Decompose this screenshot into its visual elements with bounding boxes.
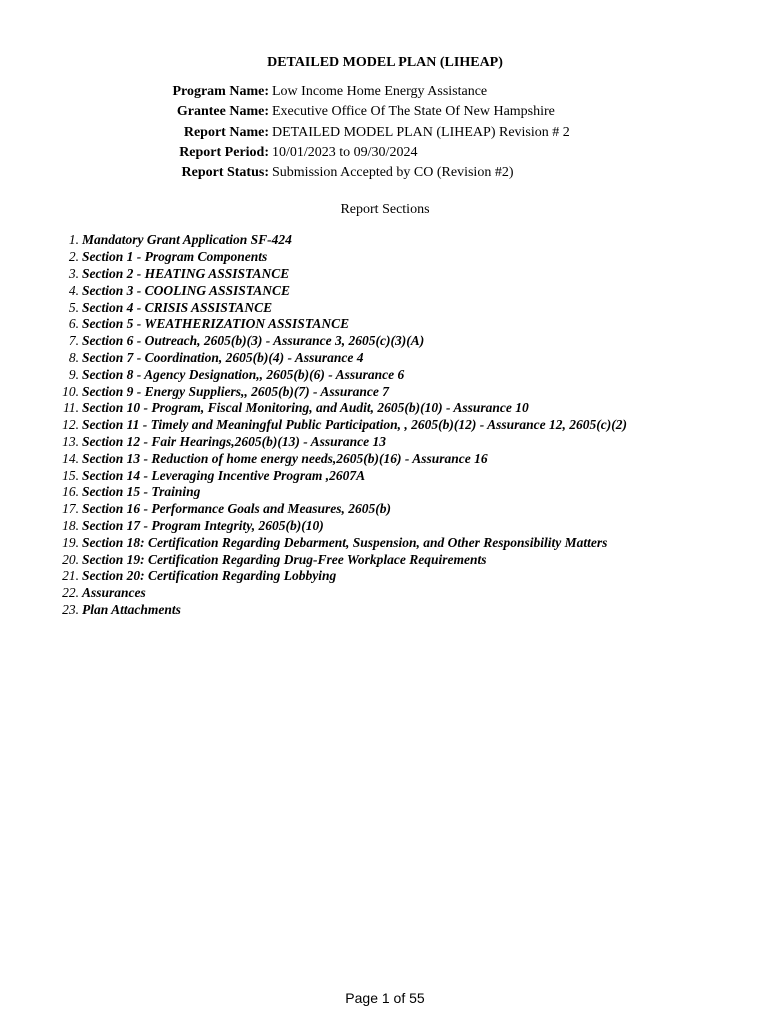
list-item (0, 299, 770, 316)
list-item (0, 602, 770, 619)
report-sections-list (0, 232, 770, 618)
meta-value: DETAILED MODEL PLAN (LIHEAP) Revision # 2 (272, 124, 570, 140)
sections-heading: Report Sections (340, 202, 430, 217)
list-item (0, 266, 770, 283)
section-link[interactable]: Section 18: Certification Regarding Debarment, Suspension, and Other Responsibility Matters (82, 534, 608, 550)
meta-label: Report Period: (179, 145, 269, 161)
section-link[interactable]: Section 19: Certification Regarding Drug-Free Workplace Requirements (82, 551, 487, 567)
section-number: 20. (62, 551, 79, 567)
section-number: 7. (68, 333, 79, 349)
list-item (0, 585, 770, 602)
meta-label: Program Name: (172, 84, 269, 100)
section-link[interactable]: Section 7 - Coordination, 2605(b)(4) - Assurance 4 (82, 349, 364, 365)
section-number: 13. (62, 433, 79, 449)
section-link[interactable]: Section 4 - CRISIS ASSISTANCE (82, 299, 273, 315)
meta-label: Grantee Name: (176, 104, 269, 120)
meta-row-report-name (0, 123, 770, 143)
section-link[interactable]: Section 5 - WEATHERIZATION ASSISTANCE (82, 316, 350, 332)
list-item (0, 534, 770, 551)
section-number: 18. (62, 517, 79, 533)
section-link[interactable]: Section 8 - Agency Designation,, 2605(b)(6) - Assurance 6 (82, 366, 405, 382)
report-meta (0, 82, 770, 183)
meta-value: 10/01/2023 to 09/30/2024 (272, 145, 418, 161)
section-number: 8. (68, 349, 79, 365)
meta-value: Executive Office Of The State Of New Hampshire (272, 104, 555, 120)
section-number: 17. (62, 501, 79, 517)
section-link[interactable]: Section 9 - Energy Suppliers,, 2605(b)(7) - Assurance 7 (82, 383, 390, 399)
list-item (0, 232, 770, 249)
section-link[interactable]: Section 15 - Training (82, 484, 201, 500)
list-item (0, 450, 770, 467)
list-item (0, 350, 770, 367)
list-item (0, 434, 770, 451)
list-item (0, 568, 770, 585)
section-number: 12. (62, 417, 79, 433)
meta-row-grantee-name (0, 102, 770, 122)
section-number: 2. (68, 249, 79, 265)
list-item (0, 467, 770, 484)
section-link[interactable]: Section 20: Certification Regarding Lobbying (82, 568, 337, 584)
list-item (0, 501, 770, 518)
section-link[interactable]: Section 3 - COOLING ASSISTANCE (82, 282, 291, 298)
section-number: 23. (62, 601, 79, 617)
meta-row-report-period (0, 143, 770, 163)
list-item (0, 417, 770, 434)
meta-value: Submission Accepted by CO (Revision #2) (272, 165, 514, 181)
list-item (0, 333, 770, 350)
section-number: 1. (68, 232, 79, 248)
list-item (0, 366, 770, 383)
meta-row-program-name (0, 82, 770, 102)
section-link[interactable]: Assurances (82, 585, 146, 601)
section-number: 3. (68, 265, 79, 281)
list-item (0, 551, 770, 568)
page-title: DETAILED MODEL PLAN (LIHEAP) (267, 55, 503, 70)
section-number: 19. (62, 534, 79, 550)
section-link[interactable]: Section 12 - Fair Hearings,2605(b)(13) - Assurance 13 (82, 433, 387, 449)
meta-value: Low Income Home Energy Assistance (272, 84, 488, 100)
section-number: 14. (62, 450, 79, 466)
section-link[interactable]: Section 11 - Timely and Meaningful Public Participation, , 2605(b)(12) - Assurance 12, 2605(c)(2) (82, 417, 627, 433)
section-number: 5. (68, 299, 79, 315)
section-number: 6. (68, 316, 79, 332)
list-item (0, 249, 770, 266)
meta-label: Report Status: (181, 165, 269, 181)
list-item (0, 518, 770, 535)
section-link[interactable]: Section 2 - HEATING ASSISTANCE (82, 265, 290, 281)
list-item (0, 484, 770, 501)
section-number: 11. (63, 400, 79, 416)
list-item (0, 282, 770, 299)
section-number: 10. (62, 383, 79, 399)
page-number-footer: Page 1 of 55 (345, 990, 425, 1006)
section-link[interactable]: Section 17 - Program Integrity, 2605(b)(10) (82, 517, 324, 533)
section-link[interactable]: Section 14 - Leveraging Incentive Program ,2607A (82, 467, 366, 483)
section-number: 9. (68, 366, 79, 382)
section-link[interactable]: Section 16 - Performance Goals and Measures, 2605(b) (82, 501, 391, 517)
section-number: 15. (62, 467, 79, 483)
meta-row-report-status (0, 163, 770, 183)
section-link[interactable]: Mandatory Grant Application SF-424 (82, 232, 292, 248)
section-link[interactable]: Section 10 - Program, Fiscal Monitoring, and Audit, 2605(b)(10) - Assurance 10 (82, 400, 529, 416)
section-link[interactable]: Section 1 - Program Components (82, 249, 268, 265)
section-link[interactable]: Section 13 - Reduction of home energy needs,2605(b)(16) - Assurance 16 (82, 450, 488, 466)
section-link[interactable]: Plan Attachments (82, 601, 181, 617)
section-number: 16. (62, 484, 79, 500)
section-number: 4. (68, 282, 79, 298)
list-item (0, 400, 770, 417)
section-number: 21. (62, 568, 79, 584)
list-item (0, 316, 770, 333)
section-number: 22. (62, 585, 79, 601)
list-item (0, 383, 770, 400)
section-link[interactable]: Section 6 - Outreach, 2605(b)(3) - Assurance 3, 2605(c)(3)(A) (82, 333, 425, 349)
meta-label: Report Name: (183, 124, 269, 140)
